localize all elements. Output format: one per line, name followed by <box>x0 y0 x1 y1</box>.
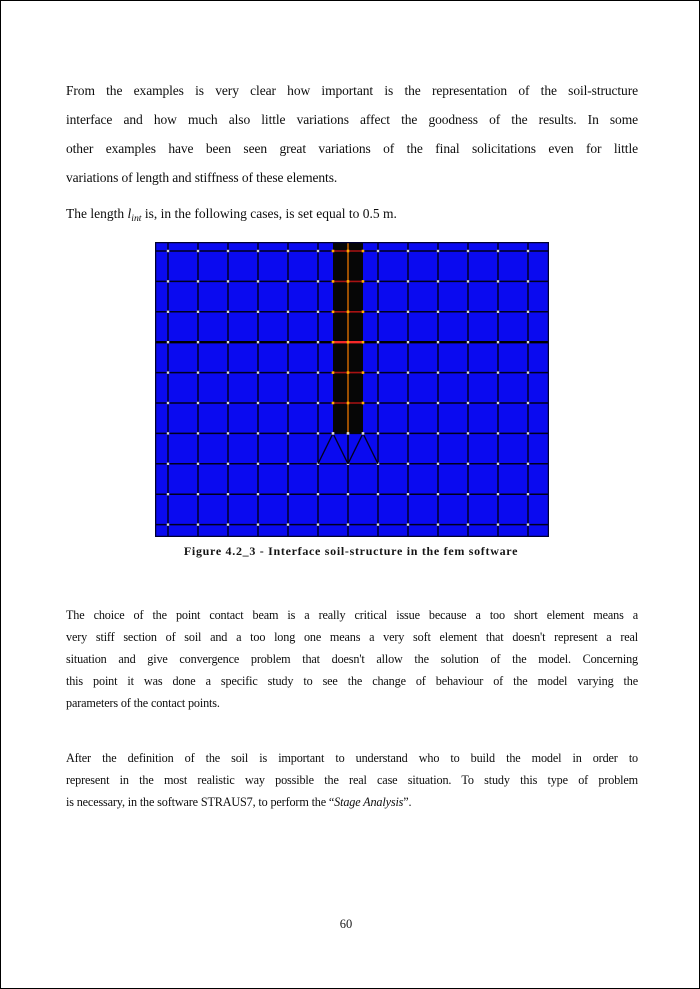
paragraph-line: very stiff section of soil and a too long one means a very soft element that doesn't represent a real <box>66 630 638 644</box>
closing-line-post: ”. <box>403 795 412 809</box>
paragraph-line: After the definition of the soil is important to understand who to build the model in order to <box>66 751 638 765</box>
paragraph-line: represent in the most realistic way possible the real case situation. To study this type of problem <box>66 773 638 787</box>
intro-paragraph <box>66 76 638 192</box>
paragraph-line: interface and how much also little variations affect the goodness of the results. In some <box>66 112 638 127</box>
figure-caption: Figure 4.2_3 - Interface soil-structure in the fem software <box>183 544 519 558</box>
paragraph-line: situation and give convergence problem that doesn't allow the solution of the model. Concerning <box>66 652 638 666</box>
stage-analysis-italic: Stage Analysis <box>334 795 404 809</box>
contact-beam-paragraph <box>66 604 638 714</box>
paragraph-line: variations of length and stiffness of these elements. <box>66 170 338 185</box>
paragraph-line: this point it was done a specific study to see the change of behaviour of the model varying the <box>66 674 638 688</box>
closing-paragraph <box>66 747 638 813</box>
length-symbol-subscript: int <box>131 213 142 224</box>
paragraph-line: parameters of the contact points. <box>66 696 220 710</box>
paragraph-line <box>66 791 638 813</box>
paragraph-line: From the examples is very clear how important is the representation of the soil-structure <box>66 83 638 98</box>
length-symbol: l <box>127 206 132 221</box>
length-note <box>66 203 666 225</box>
length-note-post: is, in the following cases, is set equal to 0.5 m. <box>141 206 397 221</box>
paragraph-line: other examples have been seen great variations of the final solicitations even for little <box>66 141 638 156</box>
paragraph-line: The choice of the point contact beam is a really critical issue because a too short element means a <box>66 608 638 622</box>
figure-image <box>155 242 549 537</box>
length-note-pre: The length <box>66 206 128 221</box>
page-number: 60 <box>339 917 353 931</box>
closing-line-pre: is necessary, in the software STRAUS7, to perform the “ <box>66 795 335 809</box>
